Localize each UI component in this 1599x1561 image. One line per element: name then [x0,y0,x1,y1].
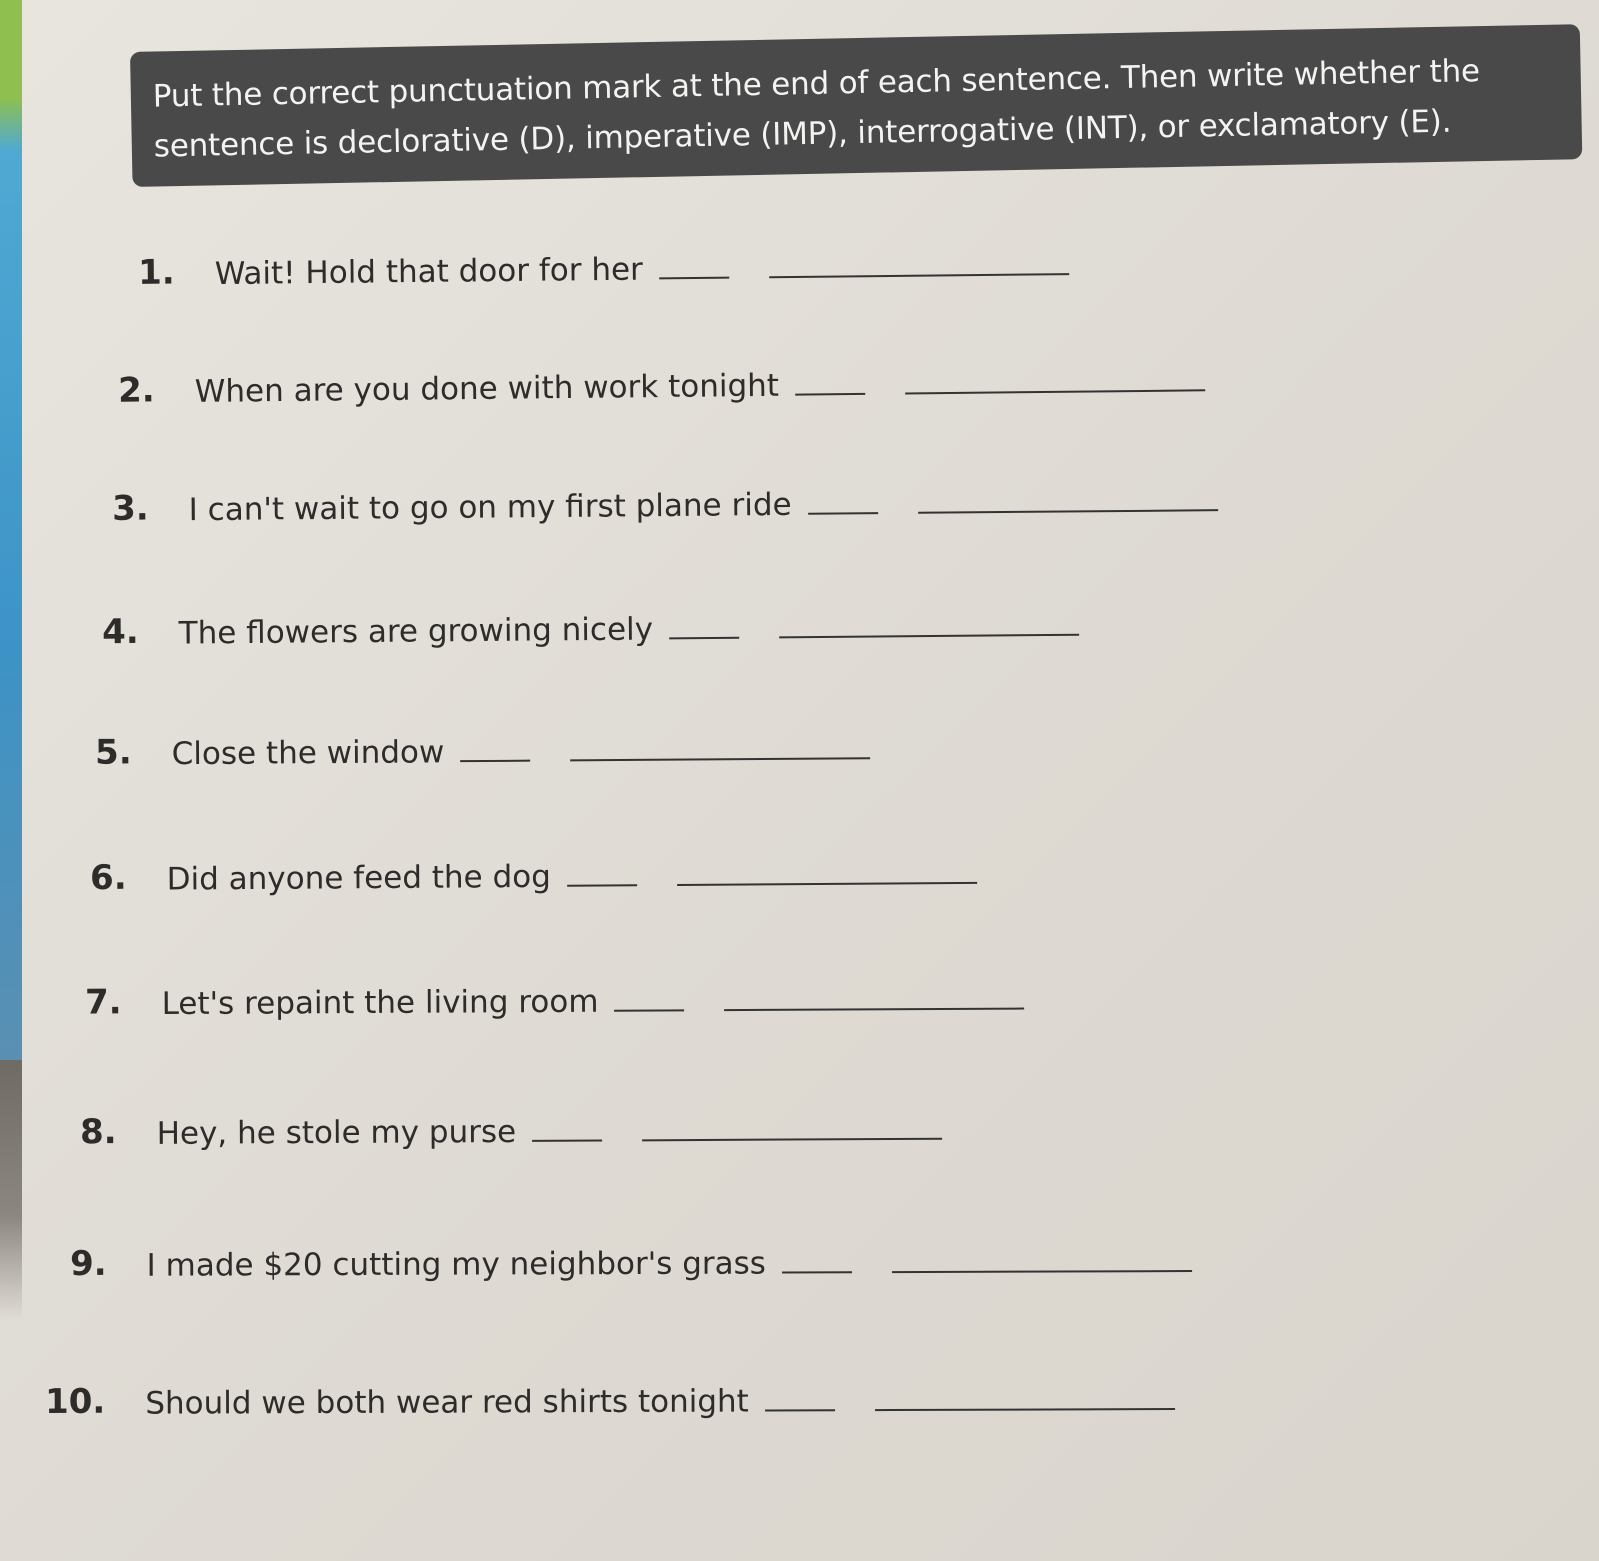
question-number: 9. [69,1243,107,1284]
question-number: 1. [137,252,175,293]
sentence-type-blank[interactable] [875,1404,1175,1411]
question-6 [90,832,977,898]
question-5 [95,707,871,772]
punctuation-blank[interactable] [795,389,865,396]
sentence-type-blank[interactable] [918,505,1218,514]
question-sentence: Wait! Hold that door for her [214,251,643,293]
question-number: 4. [101,611,139,653]
question-9 [70,1220,1192,1284]
question-sentence: Hey, he stole my purse [156,1113,517,1152]
question-number: 3. [111,488,149,529]
punctuation-blank[interactable] [659,273,729,280]
question-sentence: When are you done with work tonight [194,367,780,410]
question-10 [45,1358,1175,1422]
question-1 [138,223,1069,293]
sentence-type-blank[interactable] [725,1004,1025,1012]
question-sentence: I made $20 cutting my neighbor's grass [146,1245,766,1284]
punctuation-blank[interactable] [782,1267,852,1273]
punctuation-blank[interactable] [567,880,637,886]
punctuation-blank[interactable] [669,633,739,640]
question-sentence: Close the window [171,734,445,773]
question-8 [80,1088,942,1153]
question-number: 7. [84,982,122,1023]
book-edge-strip [0,0,22,1080]
question-sentence: I can't wait to go on my first plane ride [188,486,792,529]
question-sentence: Did anyone feed the dog [166,858,551,898]
sentence-type-blank[interactable] [892,1266,1192,1273]
question-sentence: Should we both wear red shirts tonight [145,1383,749,1422]
question-number: 6. [89,857,127,899]
sentence-type-blank[interactable] [570,753,870,761]
sentence-type-blank[interactable] [677,878,977,886]
punctuation-blank[interactable] [808,508,878,515]
book-edge-shadow [0,1060,22,1320]
question-number: 8. [79,1112,117,1153]
question-sentence: The flowers are growing nicely [178,611,654,652]
punctuation-blank[interactable] [532,1136,602,1142]
question-2 [118,339,1205,410]
punctuation-blank[interactable] [460,756,530,762]
instruction-banner [130,24,1582,187]
sentence-type-blank[interactable] [769,269,1069,278]
punctuation-blank[interactable] [615,1005,685,1011]
instruction-text: Put the correct punctuation mark at the end of each sentence. Then write whether the sentence is declorative (D), imperative (IMP), interrogative (INT), or exclamatory (E). [152,53,1481,165]
question-number: 10. [44,1381,106,1422]
punctuation-blank[interactable] [765,1405,835,1411]
sentence-type-blank[interactable] [642,1134,942,1142]
question-sentence: Let's repaint the living room [161,983,599,1023]
question-number: 5. [94,732,132,773]
sentence-type-blank[interactable] [779,630,1079,639]
question-4 [102,584,1079,653]
question-3 [112,459,1218,529]
question-number: 2. [117,370,155,411]
question-7 [85,958,1025,1023]
sentence-type-blank[interactable] [905,385,1205,394]
